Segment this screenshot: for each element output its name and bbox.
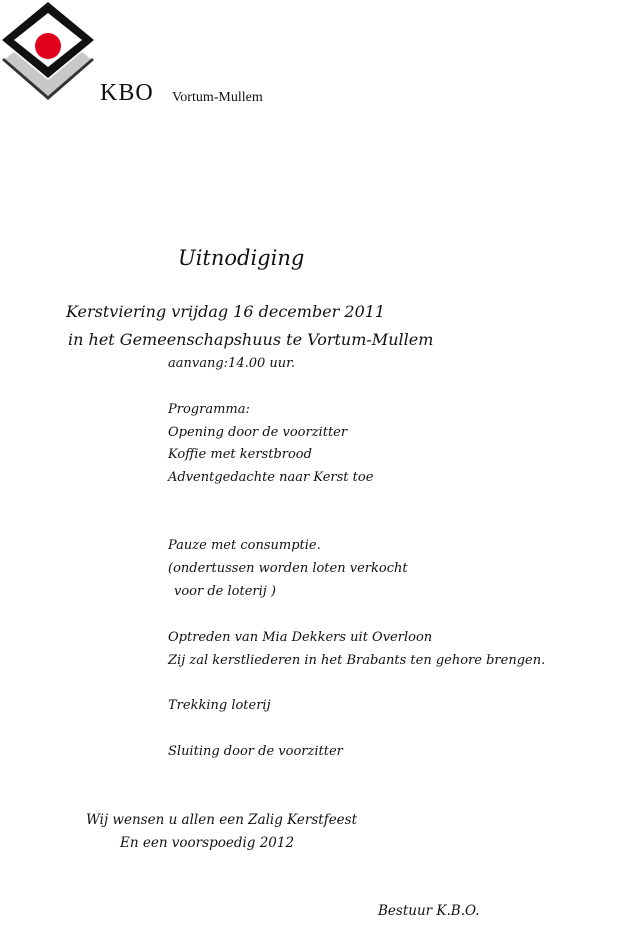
kbo-logo-icon [0, 0, 100, 106]
event-line-2: in het Gemeenschapshuus te Vortum-Mullem [68, 330, 434, 349]
invitation-title: Uitnodiging [178, 246, 305, 270]
program-item: Pauze met consumptie. [168, 538, 321, 553]
program-item: Koffie met kerstbrood [168, 447, 312, 462]
program-item: Zij zal kerstliederen in het Brabants ten gehore brengen. [168, 653, 546, 668]
program-heading: Programma: [168, 402, 250, 417]
program-item: Opening door de voorzitter [168, 425, 348, 440]
wish-line-1: Wij wensen u allen een Zalig Kerstfeest [86, 812, 358, 828]
program-item: Sluiting door de voorzitter [168, 744, 343, 759]
program-item: (ondertussen worden loten verkocht [168, 561, 408, 576]
program-item: Trekking loterij [168, 698, 271, 713]
program-item: Optreden van Mia Dekkers uit Overloon [168, 630, 433, 645]
event-line-1: Kerstviering vrijdag 16 december 2011 [66, 302, 386, 321]
program-item: voor de loterij ) [174, 584, 277, 599]
wish-line-2: En een voorspoedig 2012 [120, 835, 295, 851]
org-place: Vortum-Mullem [172, 90, 263, 105]
program-item: Adventgedachte naar Kerst toe [168, 470, 374, 485]
start-time: aanvang:14.00 uur. [168, 356, 296, 371]
signature: Bestuur K.B.O. [378, 903, 480, 919]
org-name: KBO [100, 80, 154, 106]
